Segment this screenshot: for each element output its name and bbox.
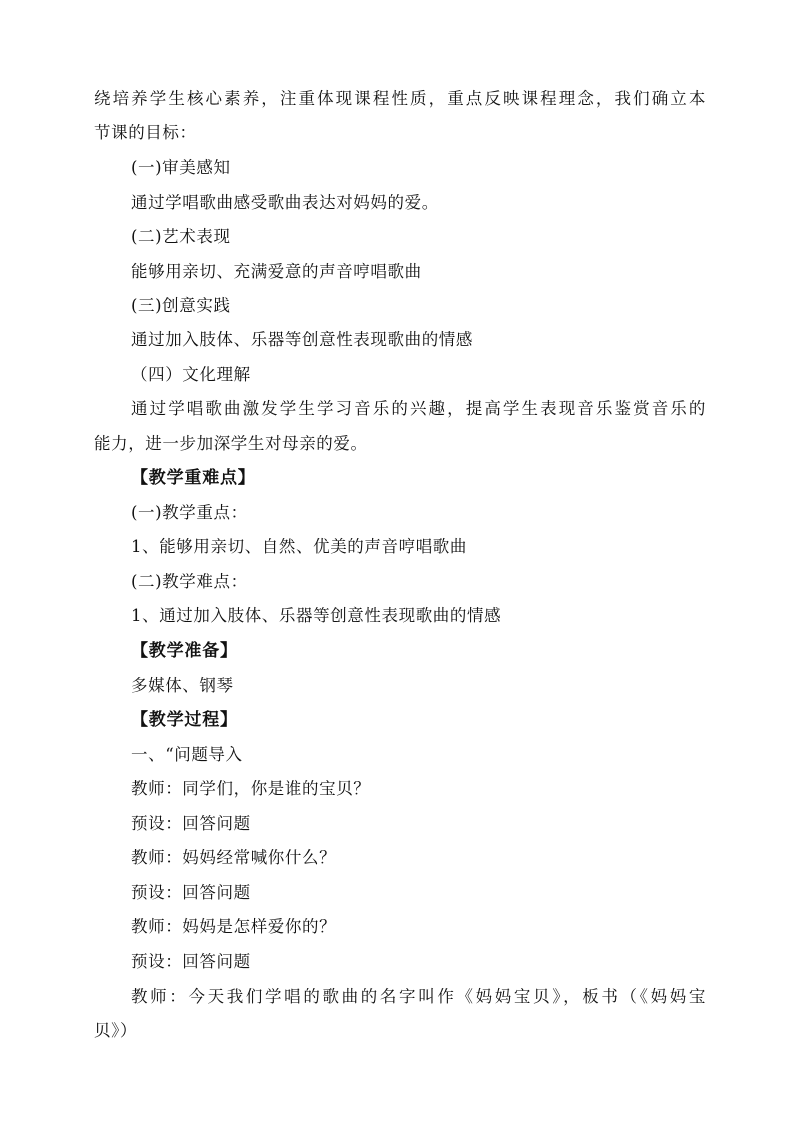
- process-step-1: 一、“问题导入: [131, 745, 243, 764]
- difficulty-text: 1、通过加入肢体、乐器等创意性表现歌曲的情感: [131, 606, 502, 625]
- section-heading-process: 【教学过程】: [131, 710, 238, 730]
- key-point-title: (一)教学重点：: [131, 503, 248, 522]
- expected-answer-2: 预设：回答问题: [131, 883, 251, 902]
- section-heading-key-points: 【教学重难点】: [131, 468, 256, 488]
- goal-creative-title: (三)创意实践: [131, 296, 231, 315]
- intro-paragraph-line-1: 绕培养学生核心素养，注重体现课程性质，重点反映课程理念，我们确立本: [94, 89, 706, 108]
- goal-expression-text: 能够用亲切、充满爱意的声音哼唱歌曲: [131, 262, 422, 281]
- teacher-dialog-1: 教师：同学们，你是谁的宝贝？: [131, 779, 371, 798]
- difficulty-title: (二)教学难点：: [131, 572, 248, 591]
- preparation-text: 多媒体、钢琴: [131, 676, 234, 695]
- expected-answer-3: 预设：回答问题: [131, 952, 251, 971]
- teacher-dialog-4-line-2: 贝》）: [94, 1021, 138, 1040]
- goal-culture-text-line-2: 能力，进一步加深学生对母亲的爱。: [94, 434, 368, 453]
- goal-aesthetic-text: 通过学唱歌曲感受歌曲表达对妈妈的爱。: [131, 193, 439, 212]
- section-heading-preparation: 【教学准备】: [131, 641, 238, 661]
- goal-culture-title: （四）文化理解: [131, 365, 251, 384]
- teacher-dialog-4-line-1: 教师：今天我们学唱的歌曲的名字叫作《妈妈宝贝》，板书（《妈妈宝: [131, 987, 706, 1006]
- intro-paragraph-line-2: 节课的目标：: [94, 123, 197, 142]
- expected-answer-1: 预设：回答问题: [131, 814, 251, 833]
- teacher-dialog-2: 教师：妈妈经常喊你什么？: [131, 848, 337, 867]
- key-point-text: 1、能够用亲切、自然、优美的声音哼唱歌曲: [131, 537, 467, 556]
- goal-expression-title: (二)艺术表现: [131, 227, 231, 246]
- goal-creative-text: 通过加入肢体、乐器等创意性表现歌曲的情感: [131, 330, 473, 349]
- goal-aesthetic-title: (一)审美感知: [131, 158, 231, 177]
- teacher-dialog-3: 教师：妈妈是怎样爱你的？: [131, 917, 337, 936]
- goal-culture-text-line-1: 通过学唱歌曲激发学生学习音乐的兴趣，提高学生表现音乐鉴赏音乐的: [131, 399, 706, 418]
